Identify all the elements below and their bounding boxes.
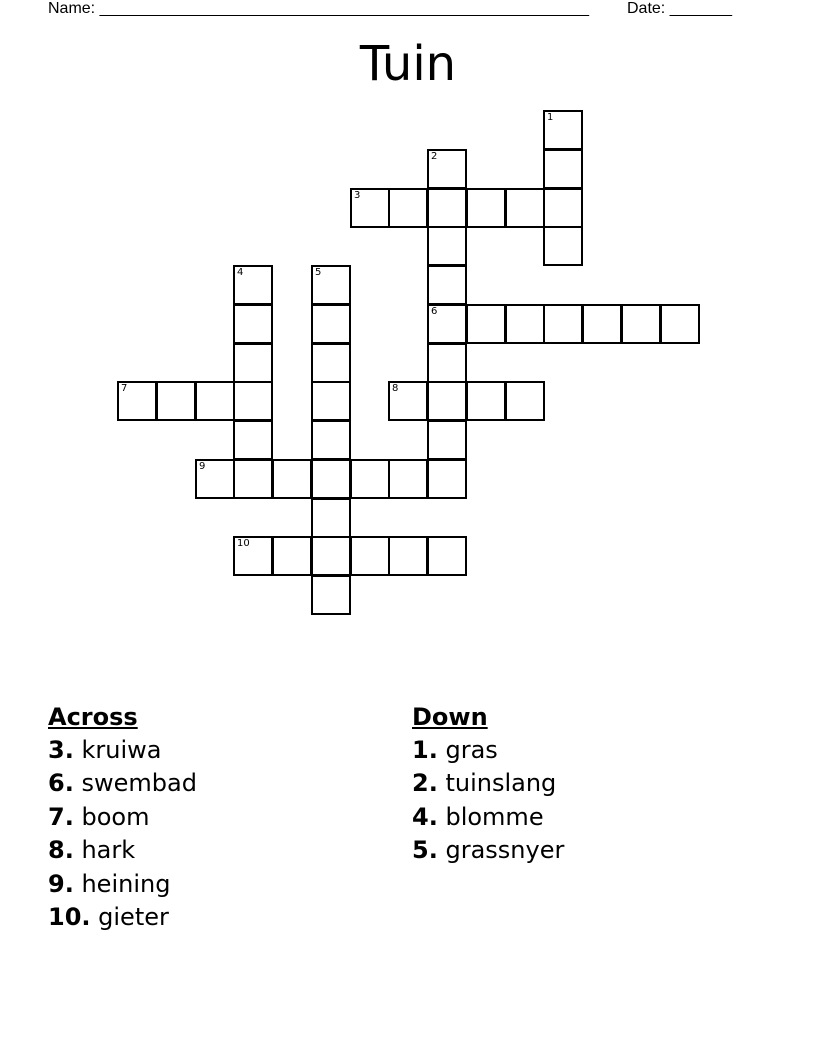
across-heading: Across xyxy=(48,703,138,731)
clue-text: tuinslang xyxy=(445,769,557,798)
cell-number: 2 xyxy=(431,151,438,162)
grid-cell[interactable] xyxy=(466,188,506,228)
down-clue xyxy=(412,834,564,867)
across-clue xyxy=(48,901,197,934)
grid-cell[interactable] xyxy=(350,459,390,499)
across-clues xyxy=(48,700,197,934)
across-clue xyxy=(48,868,197,901)
grid-cell[interactable] xyxy=(388,381,428,421)
grid-cell[interactable] xyxy=(311,304,351,344)
grid-cell[interactable] xyxy=(311,536,351,576)
down-heading: Down xyxy=(412,703,488,731)
grid-cell[interactable] xyxy=(195,381,235,421)
grid-cell[interactable] xyxy=(233,265,273,305)
date-line: Date: _______ xyxy=(627,0,732,17)
clue-number: 1. xyxy=(412,736,438,764)
grid-cell[interactable] xyxy=(233,304,273,344)
down-clue xyxy=(412,734,564,767)
grid-cell[interactable] xyxy=(466,304,506,344)
clue-text: boom xyxy=(81,802,150,831)
grid-cell[interactable] xyxy=(272,536,312,576)
cell-number: 5 xyxy=(315,267,322,278)
grid-cell[interactable] xyxy=(272,459,312,499)
grid-cell[interactable] xyxy=(233,536,273,576)
puzzle-title: Tuin xyxy=(359,36,457,92)
clue-text: kruiwa xyxy=(81,736,162,764)
name-line: Name: _______________________________________________________ xyxy=(48,0,589,17)
clue-number: 9. xyxy=(48,869,74,898)
grid-cell[interactable] xyxy=(582,304,622,344)
down-clue xyxy=(412,801,564,834)
down-clues xyxy=(412,700,564,868)
grid-cell[interactable] xyxy=(311,265,351,305)
cell-number: 8 xyxy=(392,383,399,394)
clue-text: gras xyxy=(445,736,498,764)
cell-number: 10 xyxy=(237,538,250,549)
grid-cell[interactable] xyxy=(427,459,467,499)
grid-cell[interactable] xyxy=(427,304,467,344)
clue-text: gieter xyxy=(98,903,169,932)
grid-cell[interactable] xyxy=(117,381,157,421)
clue-text: hark xyxy=(81,836,136,865)
clue-number: 3. xyxy=(48,736,74,764)
grid-cell[interactable] xyxy=(350,536,390,576)
grid-cell[interactable] xyxy=(427,265,467,305)
grid-cell[interactable] xyxy=(427,188,467,228)
grid-cell[interactable] xyxy=(505,381,545,421)
cell-number: 3 xyxy=(354,190,361,201)
grid-cell[interactable] xyxy=(427,226,467,266)
across-clue xyxy=(48,734,197,767)
grid-cell[interactable] xyxy=(427,381,467,421)
clue-number: 4. xyxy=(412,802,438,831)
grid-cell[interactable] xyxy=(543,110,583,150)
grid-cell[interactable] xyxy=(350,188,390,228)
grid-cell[interactable] xyxy=(466,381,506,421)
grid-cell[interactable] xyxy=(311,381,351,421)
grid-cell[interactable] xyxy=(505,188,545,228)
down-clue xyxy=(412,767,564,800)
grid-cell[interactable] xyxy=(621,304,661,344)
grid-cell[interactable] xyxy=(233,381,273,421)
clue-number: 10. xyxy=(48,903,91,932)
grid-cell[interactable] xyxy=(505,304,545,344)
cell-number: 4 xyxy=(237,267,244,278)
cell-number: 7 xyxy=(121,383,128,394)
grid-cell[interactable] xyxy=(233,420,273,460)
grid-cell[interactable] xyxy=(543,304,583,344)
grid-cell[interactable] xyxy=(427,343,467,383)
clue-number: 6. xyxy=(48,769,74,798)
grid-cell[interactable] xyxy=(660,304,700,344)
grid-cell[interactable] xyxy=(388,536,428,576)
grid-cell[interactable] xyxy=(427,420,467,460)
clue-text: swembad xyxy=(81,769,197,798)
cell-number: 1 xyxy=(547,112,554,123)
across-clue xyxy=(48,767,197,800)
across-clue xyxy=(48,834,197,867)
clue-text: heining xyxy=(81,869,171,898)
grid-cell[interactable] xyxy=(311,420,351,460)
grid-cell[interactable] xyxy=(543,188,583,228)
grid-cell[interactable] xyxy=(543,149,583,189)
grid-cell[interactable] xyxy=(388,459,428,499)
clue-number: 8. xyxy=(48,836,74,865)
grid-cell[interactable] xyxy=(156,381,196,421)
across-clue xyxy=(48,801,197,834)
grid-cell[interactable] xyxy=(388,188,428,228)
cell-number: 9 xyxy=(199,461,206,472)
grid-cell[interactable] xyxy=(233,343,273,383)
grid-cell[interactable] xyxy=(311,575,351,615)
grid-cell[interactable] xyxy=(195,459,235,499)
grid-cell[interactable] xyxy=(311,343,351,383)
clue-number: 2. xyxy=(412,769,438,798)
grid-cell[interactable] xyxy=(543,226,583,266)
grid-cell[interactable] xyxy=(311,459,351,499)
grid-cell[interactable] xyxy=(311,498,351,538)
clue-text: grassnyer xyxy=(445,836,565,865)
grid-cell[interactable] xyxy=(233,459,273,499)
clue-text: blomme xyxy=(445,802,544,831)
clue-number: 7. xyxy=(48,802,74,831)
grid-cell[interactable] xyxy=(427,536,467,576)
cell-number: 6 xyxy=(431,306,438,317)
clue-number: 5. xyxy=(412,836,438,865)
grid-cell[interactable] xyxy=(427,149,467,189)
